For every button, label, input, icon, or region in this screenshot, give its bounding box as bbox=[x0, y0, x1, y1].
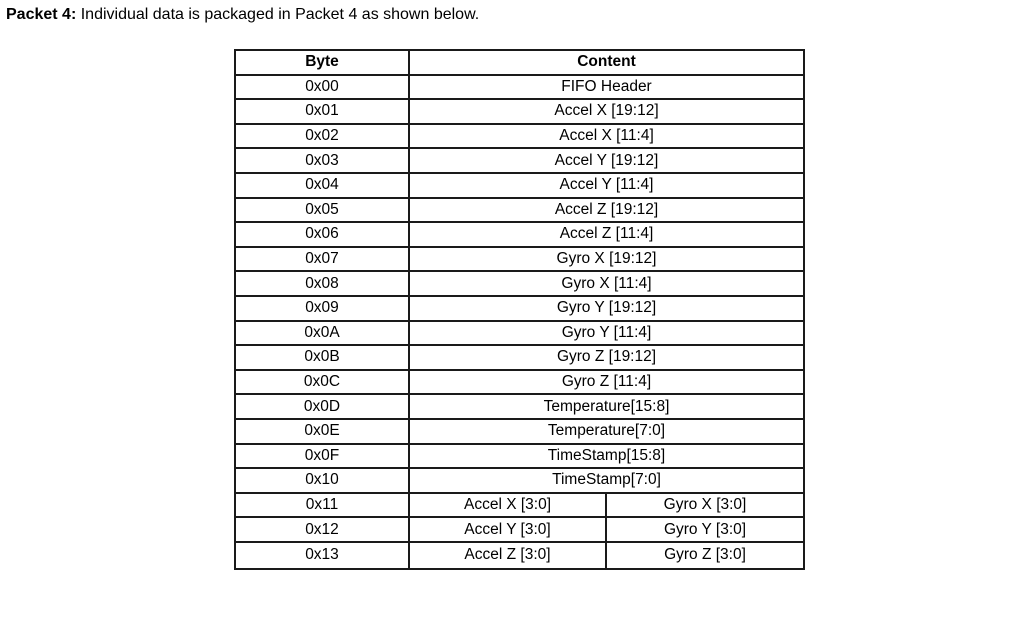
byte-cell: 0x07 bbox=[235, 247, 409, 272]
byte-cell: 0x0E bbox=[235, 419, 409, 444]
content-cell: FIFO Header bbox=[409, 75, 804, 100]
byte-cell: 0x0C bbox=[235, 370, 409, 395]
table-row bbox=[235, 468, 804, 493]
byte-cell: 0x10 bbox=[235, 468, 409, 493]
table-row bbox=[235, 370, 804, 395]
content-cell: Accel Z [19:12] bbox=[409, 198, 804, 223]
byte-cell: 0x0B bbox=[235, 345, 409, 370]
byte-cell: 0x06 bbox=[235, 222, 409, 247]
byte-cell: 0x02 bbox=[235, 124, 409, 149]
content-cell: Gyro Z [11:4] bbox=[409, 370, 804, 395]
content-cell: Accel X [11:4] bbox=[409, 124, 804, 149]
packet-label: Packet 4: bbox=[6, 6, 77, 23]
accel-nibble-cell: Accel X [3:0] bbox=[409, 493, 606, 518]
content-cell: Gyro X [19:12] bbox=[409, 247, 804, 272]
packet-description: Individual data is packaged in Packet 4 as shown below. bbox=[80, 6, 480, 23]
accel-nibble-cell: Accel Y [3:0] bbox=[409, 517, 606, 542]
table-row bbox=[235, 419, 804, 444]
table-row bbox=[235, 173, 804, 198]
table-row bbox=[235, 148, 804, 173]
table-row bbox=[235, 296, 804, 321]
table-row bbox=[235, 444, 804, 469]
split-table-row bbox=[235, 542, 804, 569]
content-cell: Gyro Y [19:12] bbox=[409, 296, 804, 321]
content-cell: Accel X [19:12] bbox=[409, 99, 804, 124]
byte-cell: 0x01 bbox=[235, 99, 409, 124]
content-cell: Accel Z [11:4] bbox=[409, 222, 804, 247]
header-row bbox=[235, 50, 804, 75]
table-row bbox=[235, 345, 804, 370]
content-cell: Temperature[7:0] bbox=[409, 419, 804, 444]
byte-cell: 0x05 bbox=[235, 198, 409, 223]
byte-cell: 0x03 bbox=[235, 148, 409, 173]
content-cell: Accel Y [19:12] bbox=[409, 148, 804, 173]
byte-cell: 0x0D bbox=[235, 394, 409, 419]
table-row bbox=[235, 271, 804, 296]
byte-cell: 0x13 bbox=[235, 542, 409, 569]
byte-cell: 0x0F bbox=[235, 444, 409, 469]
table-row bbox=[235, 222, 804, 247]
content-cell: Accel Y [11:4] bbox=[409, 173, 804, 198]
table-row bbox=[235, 75, 804, 100]
content-cell: TimeStamp[15:8] bbox=[409, 444, 804, 469]
intro-line bbox=[6, 5, 479, 25]
table-row bbox=[235, 99, 804, 124]
byte-cell: 0x11 bbox=[235, 493, 409, 518]
byte-cell: 0x0A bbox=[235, 321, 409, 346]
byte-cell: 0x09 bbox=[235, 296, 409, 321]
byte-column-header: Byte bbox=[235, 50, 409, 75]
split-table-row bbox=[235, 493, 804, 518]
gyro-nibble-cell: Gyro Y [3:0] bbox=[606, 517, 804, 542]
content-cell: Gyro Z [19:12] bbox=[409, 345, 804, 370]
byte-cell: 0x00 bbox=[235, 75, 409, 100]
content-cell: Gyro Y [11:4] bbox=[409, 321, 804, 346]
content-cell: TimeStamp[7:0] bbox=[409, 468, 804, 493]
content-column-header: Content bbox=[409, 50, 804, 75]
table-row bbox=[235, 394, 804, 419]
accel-nibble-cell: Accel Z [3:0] bbox=[409, 542, 606, 569]
content-cell: Gyro X [11:4] bbox=[409, 271, 804, 296]
gyro-nibble-cell: Gyro X [3:0] bbox=[606, 493, 804, 518]
byte-cell: 0x08 bbox=[235, 271, 409, 296]
byte-cell: 0x04 bbox=[235, 173, 409, 198]
table-body bbox=[235, 75, 804, 569]
gyro-nibble-cell: Gyro Z [3:0] bbox=[606, 542, 804, 569]
content-cell: Temperature[15:8] bbox=[409, 394, 804, 419]
packet-table bbox=[234, 49, 805, 570]
byte-cell: 0x12 bbox=[235, 517, 409, 542]
split-table-row bbox=[235, 517, 804, 542]
table-row bbox=[235, 198, 804, 223]
table-row bbox=[235, 124, 804, 149]
table-row bbox=[235, 247, 804, 272]
table-row bbox=[235, 321, 804, 346]
